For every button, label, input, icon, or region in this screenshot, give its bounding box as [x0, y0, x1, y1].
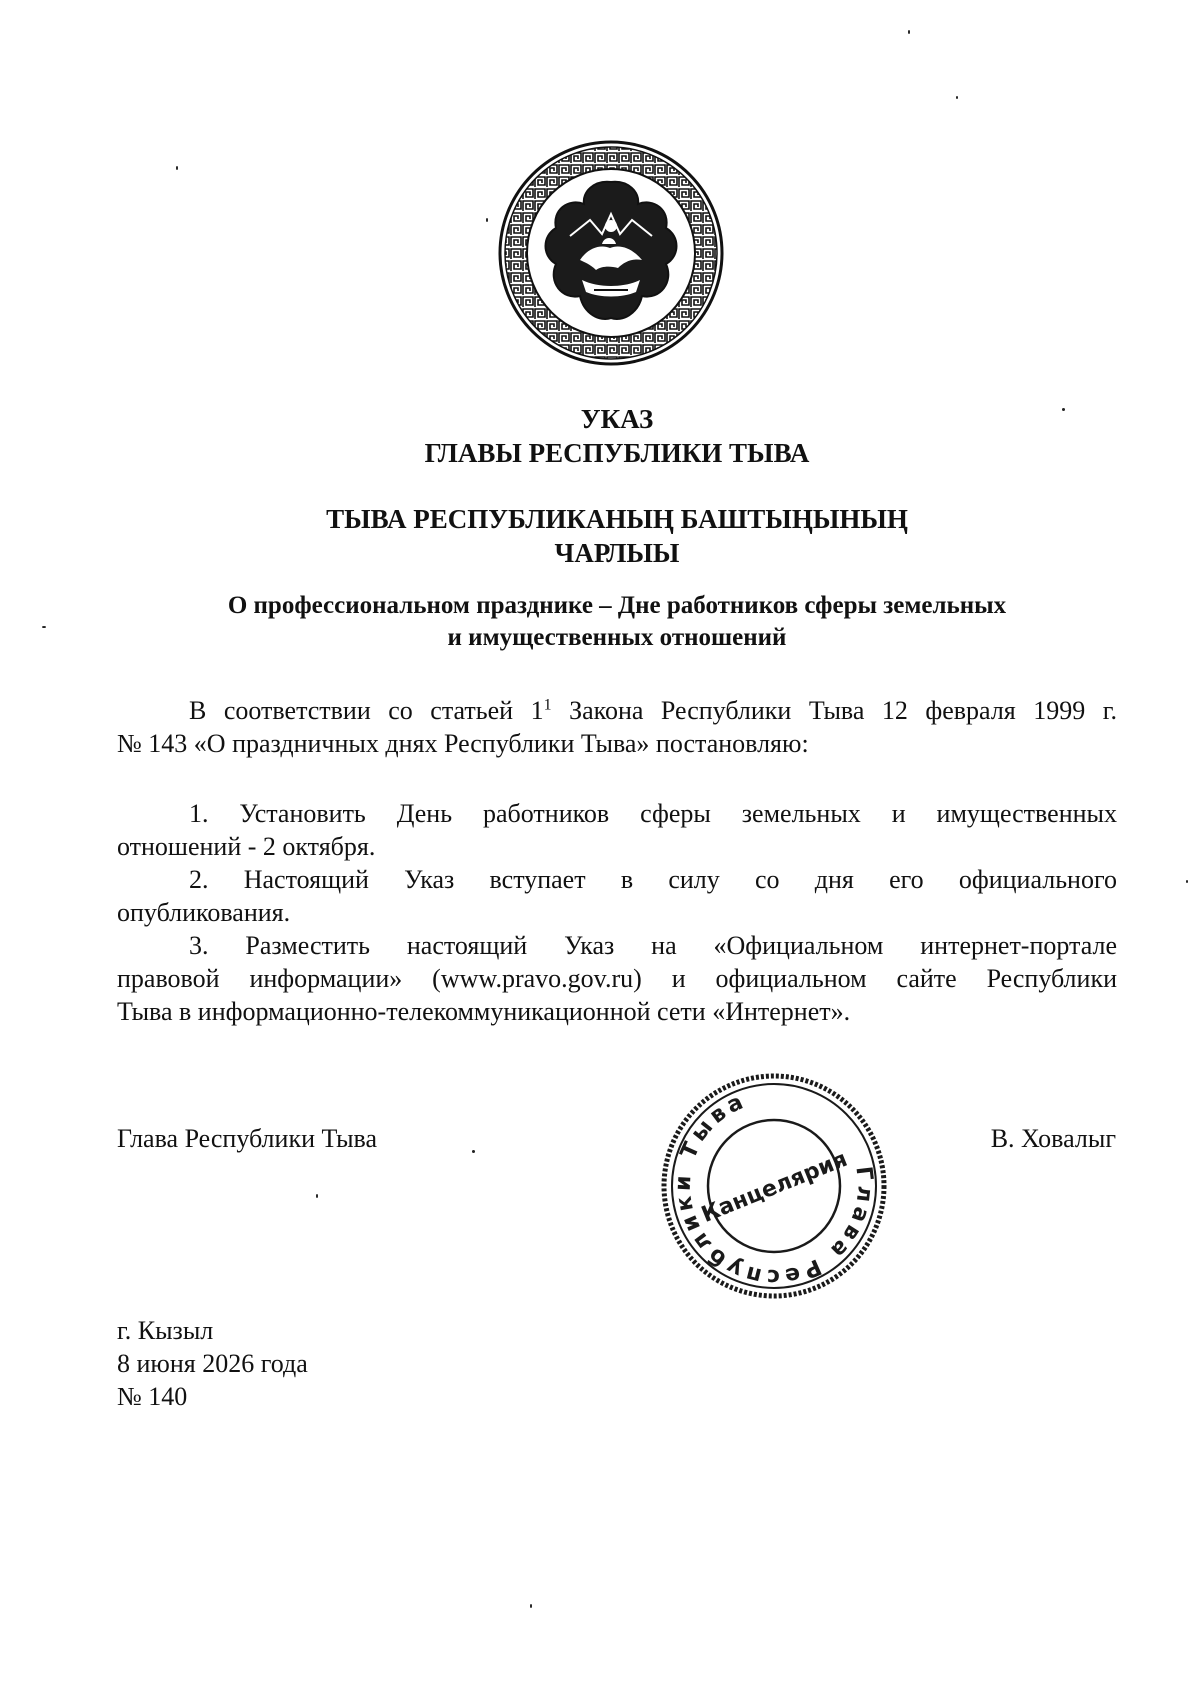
item-3-line-3: Тыва в информационно-телекоммуникационной сети «Интернет».	[117, 997, 851, 1026]
item-1-line-2: отношений - 2 октября.	[117, 832, 376, 861]
intro-line-1	[117, 694, 1117, 727]
issue-city: г. Кызыл	[117, 1316, 214, 1345]
article-superscript: 1	[543, 696, 552, 714]
intro-text-after: Закона Республики Тыва 12 февраля 1999 г.	[551, 696, 1117, 725]
scan-speck	[42, 626, 46, 628]
scan-speck	[956, 96, 958, 99]
intro-line-2: № 143 «О праздничных днях Республики Тыва» постановляю:	[117, 729, 809, 758]
decree-number: № 140	[117, 1382, 188, 1411]
signatory-name: В. Ховалыг	[990, 1124, 1116, 1153]
scan-speck	[472, 1150, 475, 1153]
scan-speck	[530, 1604, 532, 1608]
scan-speck	[1186, 880, 1188, 883]
scan-speck	[316, 1194, 318, 1198]
stamp-ring-text: Глава Республики Тыва	[670, 1088, 878, 1290]
scan-speck	[486, 218, 488, 222]
item-2-line-1: 2. Настоящий Указ вступает в силу со дня его официального	[189, 865, 1117, 894]
tuva-coat-of-arms-icon	[498, 140, 724, 366]
item-3-line-1: 3. Разместить настоящий Указ на «Официальном интернет-портале	[189, 931, 1117, 960]
decree-title-tuvan: ТЫВА РЕСПУБЛИКАНЫҢ БАШТЫҢЫНЫҢ	[326, 504, 908, 534]
scan-speck	[908, 30, 910, 34]
decree-subject-line-2: и имущественных отношений	[447, 624, 787, 651]
office-stamp-icon	[658, 1070, 890, 1302]
item-1-line-1: 1. Установить День работников сферы земельных и имущественных	[189, 799, 1117, 828]
item-2-line-2: опубликования.	[117, 898, 291, 927]
issue-date: 8 июня 2026 года	[117, 1349, 308, 1378]
scan-speck	[1062, 408, 1065, 411]
decree-subject-line-1: О профессиональном празднике – Дне работников сферы земельных	[227, 592, 1007, 619]
scan-speck	[176, 166, 178, 170]
decree-title: УКАЗ	[580, 404, 654, 434]
decree-title-tuvan-2: ЧАРЛЫЫ	[554, 538, 680, 568]
signatory-position: Глава Республики Тыва	[117, 1124, 378, 1153]
intro-text-before: В соответствии со статьей 1	[189, 696, 544, 725]
stamp-center-text: Канцелярия	[698, 1146, 852, 1228]
item-3-line-2: правовой информации» (www.pravo.gov.ru) и официальном сайте Республики	[117, 964, 1117, 993]
decree-issuer: ГЛАВЫ РЕСПУБЛИКИ ТЫВА	[424, 438, 810, 468]
